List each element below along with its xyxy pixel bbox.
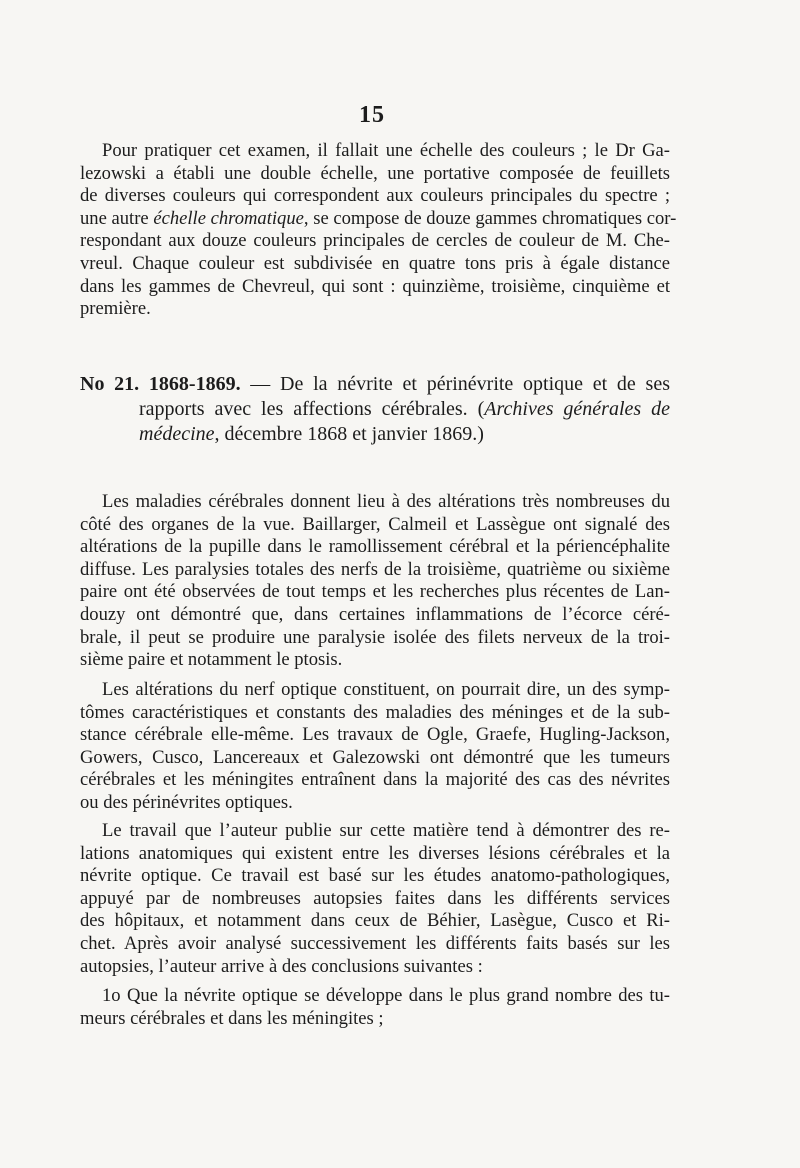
text-line: première. — [80, 298, 151, 320]
entry-heading — [80, 372, 670, 447]
text-line: stance cérébrale elle-même. Les travaux de Ogle, Graefe, Hugling-Jackson, — [80, 724, 670, 746]
text-line: paire ont été observées de tout temps et les recherches plus récentes de Lan- — [80, 581, 670, 603]
text-line: Le travail que l’auteur publie sur cette matière tend à démontrer des re- — [102, 820, 670, 841]
text-line: tômes caractéristiques et constants des maladies des méninges et de la sub- — [80, 701, 670, 723]
text-line: brale, il peut se produire une paralysie isolée des filets nerveux de la troi- — [80, 626, 670, 648]
text-line: 1o Que la névrite optique se développe dans le plus grand nombre des tu- — [102, 985, 670, 1006]
text-line: Pour pratiquer cet examen, il fallait une échelle des couleurs ; le Dr Ga- — [102, 140, 670, 161]
text-line: autopsies, l’auteur arrive à des conclusions suivantes : — [80, 955, 483, 977]
text-line: cérébrales et les méningites entraînent dans la majorité des cas des névrites — [80, 769, 670, 791]
text-line: respondant aux douze couleurs principales de cercles de couleur de M. Che- — [80, 230, 670, 252]
text-line: lezowski a établi une double échelle, une portative composée de feuillets — [80, 162, 670, 184]
text-run: , se compose de douze gammes chromatiques cor- — [303, 207, 677, 229]
entry-title-run: , décembre 1868 et janvier 1869.) — [214, 423, 484, 445]
text-line: appuyé par de nombreuses autopsies faites dans les différents services — [80, 887, 670, 909]
text-line: Gowers, Cusco, Lancereaux et Galezowski ont démontré que les tumeurs — [80, 746, 670, 768]
entry-title-line — [80, 372, 670, 397]
text-line: chet. Après avoir analysé successivement les différents faits basés sur les — [80, 932, 670, 954]
text-run: une autre — [80, 207, 154, 229]
text-line: douzy ont démontré que, dans certaines inflammations de l’écorce céré- — [80, 603, 670, 625]
entry-title-run: rapports avec les affections cérébrales. ( — [139, 398, 485, 420]
text-line: diffuse. Les paralysies totales des nerfs de la troisième, quatrième ou sixième — [80, 558, 670, 580]
body-paragraph — [80, 491, 670, 672]
text-line: meurs cérébrales et dans les méningites ; — [80, 1007, 384, 1029]
text-line: ou des périnévrites optiques. — [80, 791, 293, 813]
body-paragraph — [80, 679, 670, 815]
entry-number: No 21. 1868-1869. — [80, 373, 241, 395]
text-line — [80, 207, 677, 231]
text-line: névrite optique. Ce travail est basé sur les études anatomo-pathologiques, — [80, 865, 670, 887]
text-line: des hôpitaux, et notamment dans ceux de Béhier, Lasègue, Cusco et Ri- — [80, 910, 670, 932]
page-number: 15 — [359, 102, 385, 128]
text-line: lations anatomiques qui existent entre les diverses lésions cérébrales et la — [80, 842, 670, 864]
text-line: vreul. Chaque couleur est subdivisée en quatre tons pris à égale distance — [80, 252, 670, 274]
entry-title-run: — De la névrite et périnévrite optique et de ses — [240, 373, 670, 395]
text-line: côté des organes de la vue. Baillarger, Calmeil et Lassègue ont signalé des — [80, 513, 670, 535]
text-line: Les altérations du nerf optique constituent, on pourrait dire, un des symp- — [102, 679, 670, 700]
intro-paragraph — [80, 140, 677, 321]
italic-phrase: échelle chromatique — [153, 207, 304, 229]
journal-name: Archives générales de — [484, 398, 670, 420]
text-line: de diverses couleurs qui correspondent aux couleurs principales du spectre ; — [80, 185, 670, 207]
text-line: sième paire et notamment le ptosis. — [80, 649, 343, 671]
body-paragraph — [80, 985, 670, 1030]
text-line: Les maladies cérébrales donnent lieu à des altérations très nombreuses du — [102, 491, 670, 512]
entry-title-line — [80, 422, 670, 447]
text-line: dans les gammes de Chevreul, qui sont : quinzième, troisième, cinquième et — [80, 275, 670, 297]
entry-title-line — [80, 397, 670, 422]
body-paragraph — [80, 820, 670, 978]
journal-name: médecine — [139, 423, 215, 445]
text-line: altérations de la pupille dans le ramollissement cérébral et la périencéphalite — [80, 536, 670, 558]
